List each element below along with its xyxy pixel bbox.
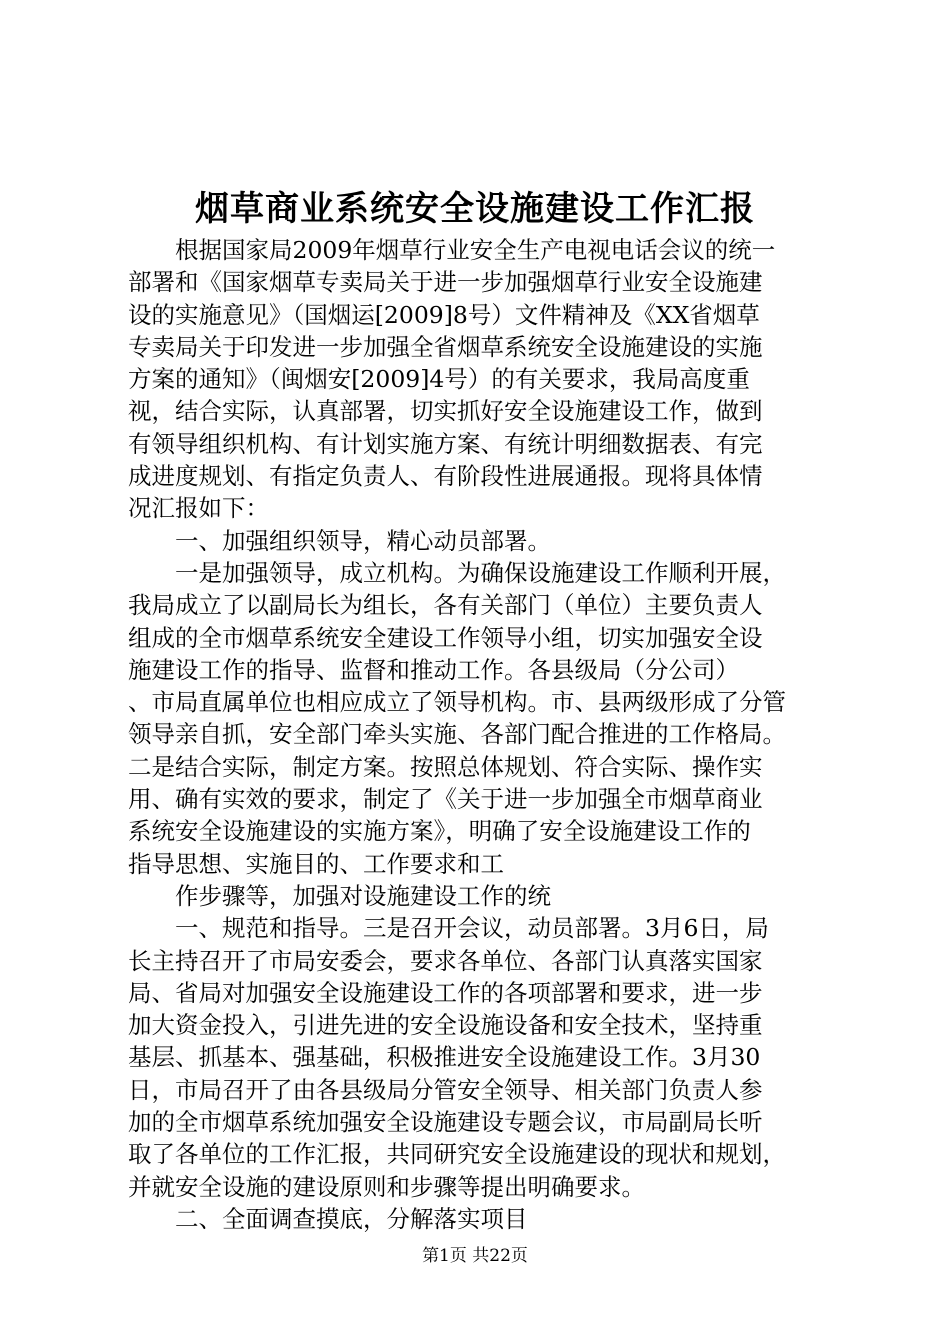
text-line: 一、加强组织领导，精心动员部署。 — [128, 526, 551, 555]
text-line: 指导思想、实施目的、工作要求和工 — [128, 849, 504, 878]
text-line: 根据国家局2009年烟草行业安全生产电视电话会议的统一 — [128, 236, 776, 264]
text-line: 组成的全市烟草系统安全建设工作领导小组，切实加强安全设 — [128, 623, 763, 652]
text-line: 我局成立了以副局长为组长，各有关部门（单位）主要负责人 — [128, 591, 763, 620]
text-line: 部署和《国家烟草专卖局关于进一步加强烟草行业安全设施建 — [128, 268, 763, 297]
page-footer: 第1页 共22页 — [422, 1246, 528, 1266]
text-line: 一、规范和指导。三是召开会议，动员部署。3月6日，局 — [128, 914, 769, 943]
text-line: 加大资金投入，引进先进的安全设施设备和安全技术，坚持重 — [128, 1011, 763, 1040]
text-line: 作步骤等，加强对设施建设工作的统 — [128, 881, 551, 910]
document-body — [128, 234, 838, 1235]
text-line: 有领导组织机构、有计划实施方案、有统计明细数据表、有完 — [128, 429, 763, 458]
text-line: 局、省局对加强安全设施建设工作的各项部署和要求，进一步 — [128, 978, 763, 1007]
text-line: 设的实施意见》（国烟运[2009]8号）文件精神及《XX省烟草 — [128, 300, 760, 329]
text-line: 并就安全设施的建设原则和步骤等提出明确要求。 — [128, 1172, 645, 1201]
text-line: 一是加强领导，成立机构。为确保设施建设工作顺利开展， — [128, 558, 786, 587]
text-line: 基层、抓基本、强基础，积极推进安全设施建设工作。3月30 — [128, 1043, 761, 1072]
text-line: 方案的通知》（闽烟安[2009]4号）的有关要求，我局高度重 — [128, 365, 750, 394]
text-line: 用、确有实效的要求，制定了《关于进一步加强全市烟草商业 — [128, 785, 763, 814]
document-title: 烟草商业系统安全设施建设工作汇报 — [195, 189, 755, 229]
text-line: 专卖局关于印发进一步加强全省烟草系统安全设施建设的实施 — [128, 332, 763, 361]
text-line: 施建设工作的指导、监督和推动工作。各县级局（分公司） — [128, 655, 739, 684]
text-line: 日，市局召开了由各县级局分管安全领导、相关部门负责人参 — [128, 1075, 763, 1104]
text-line: 加的全市烟草系统加强安全设施建设专题会议，市局副局长听 — [128, 1108, 763, 1137]
text-line: 二是结合实际，制定方案。按照总体规划、符合实际、操作实 — [128, 752, 763, 781]
text-line: 成进度规划、有指定负责人、有阶段性进展通报。现将具体情 — [128, 462, 763, 491]
text-line: 二、全面调查摸底，分解落实项目 — [128, 1204, 528, 1233]
text-line: 领导亲自抓，安全部门牵头实施、各部门配合推进的工作格局。 — [128, 720, 786, 749]
text-line: 况汇报如下： — [128, 494, 269, 523]
text-line: 系统安全设施建设的实施方案》，明确了安全设施建设工作的 — [128, 817, 751, 846]
text-line: 长主持召开了市局安委会，要求各单位、各部门认真落实国家 — [128, 946, 763, 975]
text-line: 视，结合实际，认真部署，切实抓好安全设施建设工作，做到 — [128, 397, 763, 426]
text-line: 取了各单位的工作汇报，共同研究安全设施建设的现状和规划， — [128, 1140, 786, 1169]
text-line: 、市局直属单位也相应成立了领导机构。市、县两级形成了分管 — [128, 688, 786, 717]
